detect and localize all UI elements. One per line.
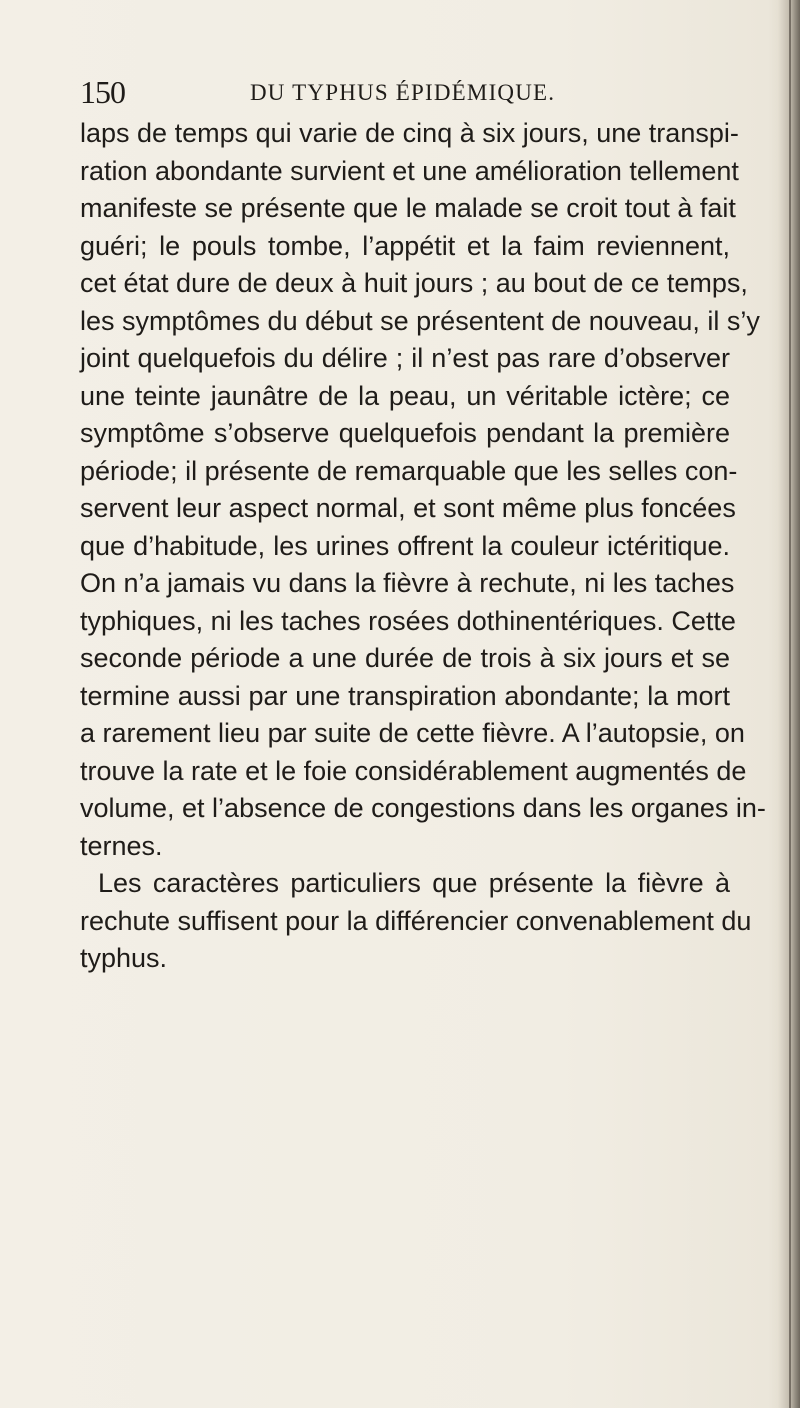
text-line: trouve la rate et le foie considérablement augmentés de xyxy=(80,755,747,786)
text-line: une teinte jaunâtre de la peau, un véritable ictère; ce xyxy=(80,380,730,411)
text-line: typhus. xyxy=(80,943,168,973)
text-line: Les caractères particuliers que présente la fièvre à xyxy=(98,868,730,898)
text-line: volume, et l’absence de congestions dans les organes in- xyxy=(80,793,766,823)
text-line: rechute suffisent pour la différencier convenablement du xyxy=(80,905,752,936)
text-line: guéri; le pouls tombe, l’appétit et la faim reviennent, xyxy=(80,230,730,261)
text-line: symptôme s’observe quelquefois pendant la première xyxy=(80,418,730,448)
text-line: ration abondante survient et une amélioration tellement xyxy=(80,155,739,186)
text-line: que d’habitude, les urines offrent la couleur ictéritique. xyxy=(80,530,730,561)
text-line: laps de temps qui varie de cinq à six jours, une transpi- xyxy=(80,118,739,148)
page-number: 150 xyxy=(80,74,125,110)
text-line: joint quelquefois du délire ; il n’est pas rare d’observer xyxy=(80,343,730,373)
page-header xyxy=(80,74,720,114)
running-head: DU TYPHUS ÉPIDÉMIQUE. xyxy=(250,80,556,105)
text-line: typhiques, ni les taches rosées dothinentériques. Cette xyxy=(80,605,736,636)
text-line: cet état dure de deux à huit jours ; au bout de ce temps, xyxy=(80,268,748,298)
text-line: a rarement lieu par suite de cette fièvre. A l’autopsie, on xyxy=(80,718,745,748)
text-line: ternes. xyxy=(80,830,163,861)
text-line: manifeste se présente que le malade se croit tout à fait xyxy=(80,193,736,223)
text-line: les symptômes du début se présentent de nouveau, il s’y xyxy=(80,305,760,336)
text-line: On n’a jamais vu dans la fièvre à rechute, ni les taches xyxy=(80,568,735,598)
page-edge-line xyxy=(789,0,791,1408)
text-line: seconde période a une durée de trois à six jours et se xyxy=(80,643,730,673)
text-line: servent leur aspect normal, et sont même plus foncées xyxy=(80,493,736,523)
text-line: période; il présente de remarquable que les selles con- xyxy=(80,455,738,486)
text-line: termine aussi par une transpiration abondante; la mort xyxy=(80,680,730,711)
body-text xyxy=(80,115,766,978)
